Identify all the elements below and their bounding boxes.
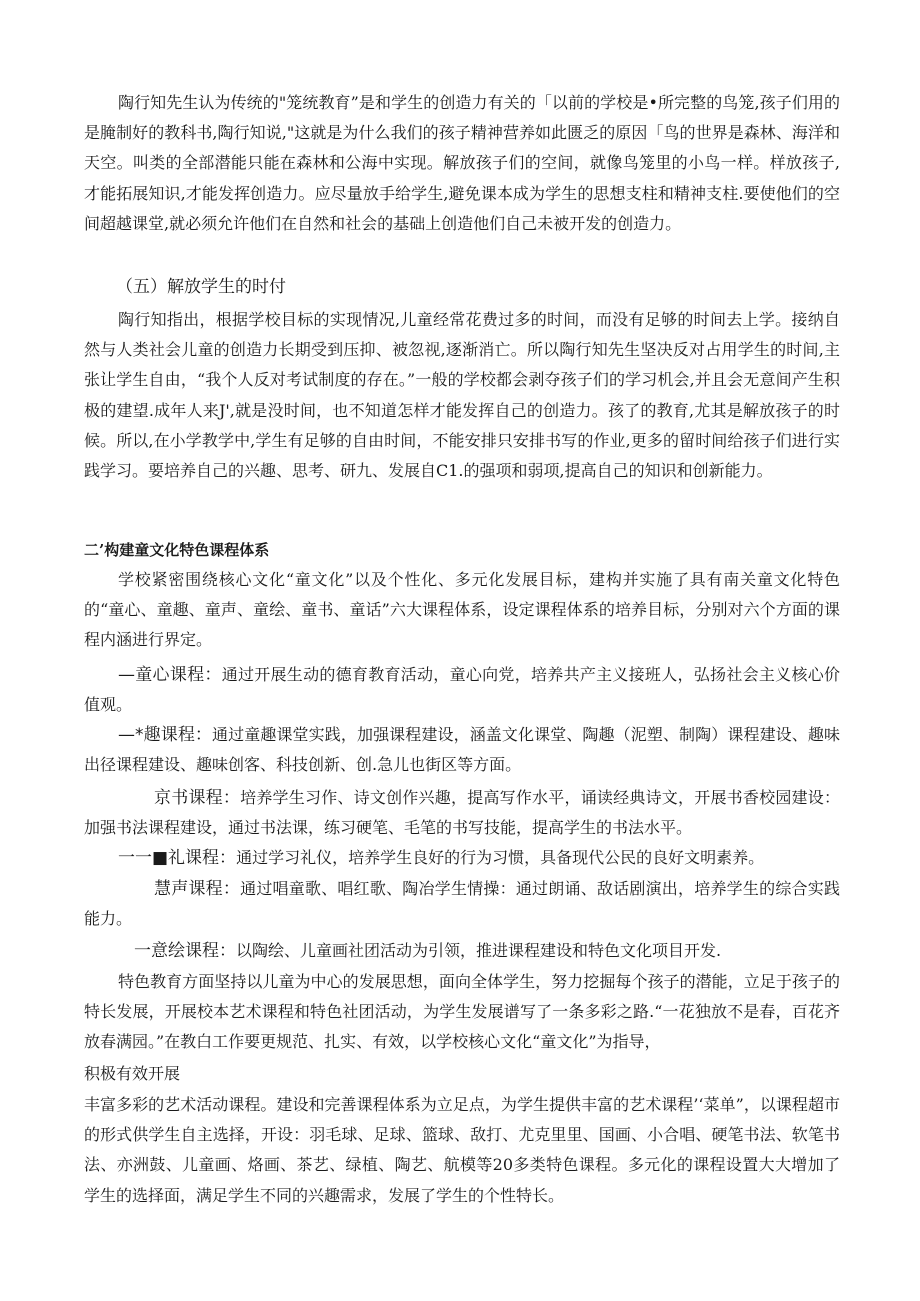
section-heading-two: 二’构建童文化特色课程体系 bbox=[84, 541, 270, 559]
course-huisheng-text: 通过唱童歌、唱红歌、陶冶学生情操：通过朗诵、敌话剧演出，培养学生的综合实践能力。 bbox=[84, 879, 840, 929]
course-tongshu bbox=[84, 783, 840, 843]
course-tongxin-label: —童心课程： bbox=[118, 665, 222, 685]
course-huisheng bbox=[84, 874, 840, 934]
paragraph-special-education-tail: 积极有效开展 bbox=[84, 1064, 181, 1083]
section-heading-five: （五）解放学生的时付 bbox=[116, 277, 286, 297]
course-li bbox=[84, 843, 840, 873]
course-huihua-label: 一意绘课程： bbox=[134, 941, 236, 961]
course-tongshu-text: 培养学生习作、诗文创作兴趣，提高写作水平，诵读经典诗文，开展书香校园建设：加强书法课程建设，通过书法课，练习硬笔、毛笔的书写技能，提高学生的书法水平。 bbox=[84, 788, 840, 838]
course-tongshu-label: 京书课程： bbox=[154, 788, 241, 808]
paragraph-time-liberation: 陶行知指出，根据学校目标的实现情况,儿童经常花费过多的时间，而没有足够的时间去上学。接纳自然与人类社会儿童的创造力长期受到压抑、被忽视,逐渐消亡。所以陶行知先生坚决反对占用学生的时间,主张让学生自由，“我个人反对考试制度的存在。”一般的学校都会剥夺孩子们的学习机会,并且会无意间产生积极的建望.成年人来J',就是没时间，也不知道怎样才能发挥自己的创造力。孩了的教育,尤其是解放孩子的时候。所以,在小学教学中,学生有足够的自由时间，不能安排只安排书写的作业,更多的留时间给孩子们进行实践学习。要培养自己的兴趣、思考、研九、发展自C1.的强项和弱项,提高自己的知识和创新能力。 bbox=[84, 310, 840, 481]
course-huihua bbox=[84, 936, 840, 966]
paragraph-special-education: 特色教育方面坚持以儿童为中心的发展思想，面向全体学生，努力挖掘每个孩子的潜能，立足于孩子的特长发展，开展校本艺术课程和特色社团活动，为学生发展谱写了一条多彩之路.“一花独放不是春，百花齐放春满园。”在教白工作要更规范、扎实、有效，以学校核心文化“童文化”为指导， bbox=[84, 972, 840, 1052]
course-li-text: 通过学习礼仪，培养学生良好的行为习惯，具备现代公民的良好文明素养。 bbox=[236, 848, 765, 867]
course-li-label: 一一■礼课程： bbox=[118, 848, 237, 868]
paragraph-curriculum-system: 学校紧密围绕核心文化“童文化”以及个性化、多元化发展目标，建构并实施了具有南关童文化特色的“童心、童趣、童声、童绘、童书、童话”六大课程体系，设定课程体系的培养目标，分别对六个方面的课程内涵进行界定。 bbox=[84, 570, 840, 650]
paragraph-art-activities: 丰富多彩的艺术活动课程。建设和完善课程体系为立足点，为学生提供丰富的艺术课程’‘菜单”，以课程超市的形式供学生自主选择，开设：羽毛球、足球、篮球、敌打、尤克里里、国画、小合唱、硬笔书法、软笔书法、亦洲鼓、儿童画、烙画、茶艺、绿植、陶艺、航模等20多类特色课程。多元化的课程设置大大增加了学生的选择面，满足学生不同的兴趣需求，发展了学生的个性特长。 bbox=[84, 1095, 840, 1205]
course-tongxin bbox=[84, 660, 840, 720]
course-tongqu-text: 通过童趣课堂实践，加强课程建设，涵盖文化课堂、陶趣（泥塑、制陶）课程建设、趣味出径课程建设、趣味创客、科技创新、创.急儿也街区等方面。 bbox=[84, 725, 840, 775]
course-huihua-text: 以陶绘、儿童画社团活动为引领，推进课程建设和特色文化项目开发. bbox=[236, 941, 722, 960]
course-huisheng-label: 慧声课程： bbox=[154, 879, 241, 899]
course-tongxin-text: 通过开展生动的德育教育活动，童心向党，培养共产主义接班人，弘扬社会主义核心价值观。 bbox=[84, 665, 841, 715]
course-tongqu bbox=[84, 720, 840, 780]
course-tongqu-label: —*趣课程： bbox=[118, 725, 213, 745]
paragraph-space-liberation: 陶行知先生认为传统的"笼统教育”是和学生的创造力有关的「以前的学校是•所完整的鸟笼,孩子们用的是腌制好的教科书,陶行知说,"这就是为什么我们的孩子精神营养如此匮乏的原因「鸟的世界是森林、海洋和天空。叫类的全部潜能只能在森林和公海中实现。解放孩子们的空间，就像鸟笼里的小鸟一样。样放孩子,才能拓展知识,才能发挥创造力。应尽量放手给学生,避免课本成为学生的思想支柱和精神支柱.要使他们的空间超越课堂,就必须允许他们在自然和社会的基础上创造他们自己未被开发的创造力。 bbox=[84, 93, 840, 233]
